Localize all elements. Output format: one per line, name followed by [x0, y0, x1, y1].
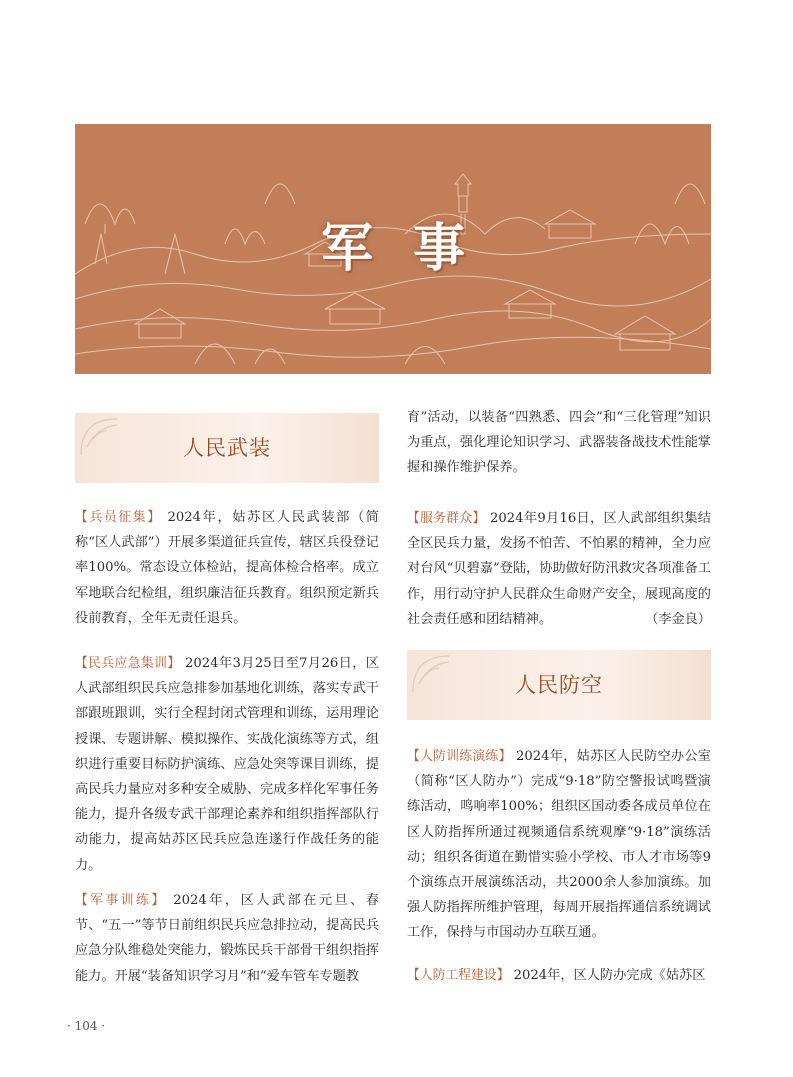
- paragraph-text: 2024年，区人防办完成《姑苏区: [509, 968, 706, 983]
- paragraph-text: 育”活动，以装备“四熟悉、四会”和“三化管理”知识为重点，强化理论知识学习、武器装备战技术性能掌握和操作维护保养。: [407, 410, 711, 476]
- paragraph-militia-training: [75, 651, 379, 878]
- paragraph-text: 2024年，姑苏区人民武装部（简称“区人武部”）开展多渠道征兵宣传，辖区兵役登记率100%。常态设立体检站，提高体检合格率。成立军地联合纪检组，组织廉洁征兵教育。组织预定新兵役前教育，全年无责任退兵。: [75, 510, 379, 626]
- subheading-tag: 【服务群众】: [407, 511, 486, 526]
- paragraph-serving-masses: [407, 506, 711, 632]
- paragraph-text: 2024年9月16日，区人武部组织集结全区民兵力量，发扬不怕苦、不怕累的精神，全力应对台风“贝碧嘉”登陆，协助做好防汛救灾各项准备工作，用行动守护人民群众生命财产安全，展现高度的社会责任感和团结精神。: [407, 511, 711, 627]
- paragraph-air-defense-construction: [407, 963, 711, 988]
- paragraph-text: 2024年3月25日至7月26日，区人武部组织民兵应急排参加基地化训练，落实专武干部跟班跟训，实行全程封闭式管理和训练，运用理论授课、专题讲解、模拟操作、实战化演练等方式，组织进行重要目标防护演练、应急处突等课目训练，提高民兵力量应对多种安全威胁、完成多样化军事任务能力，提升各级专武干部理论素养和组织指挥部队行动能力，提高姑苏区民兵应急连遂行作战任务的能力。: [75, 656, 379, 873]
- subheading-tag: 【人防训练演练】: [407, 749, 512, 764]
- page-number: · 104 ·: [67, 1019, 106, 1033]
- subheading-tag: 【军事训练】: [75, 893, 167, 908]
- author-credit: （李金良）: [645, 611, 711, 627]
- chapter-banner: [75, 124, 711, 374]
- paragraph-air-defense-drills: [407, 744, 711, 946]
- section-header-civil-air-defense: [407, 650, 711, 720]
- section-title: 人民防空: [515, 673, 603, 697]
- subheading-tag: 【民兵应急集训】: [75, 656, 181, 671]
- section-header-people-armed: [75, 413, 379, 483]
- subheading-tag: 【兵员征集】: [75, 510, 162, 525]
- chapter-title: 军事: [320, 219, 505, 279]
- paragraph-text: 2024年，姑苏区人民防空办公室（简称“区人防办”）完成“9·18”防空警报试鸣暨演练活动，鸣响率100%；组织区国动委各成员单位在区人防指挥所通过视频通信系统观摩“9·18”演练活动；组织各街道在勤惜实验小学校、市人才市场等9个演练点开展演练活动，共2000余人参加演练。加强人防指挥所维护管理，每周开展指挥通信系统调试工作，保持与市国动办互联互通。: [407, 749, 711, 941]
- subheading-tag: 【人防工程建设】: [407, 968, 510, 983]
- paragraph-military-training: [75, 888, 379, 989]
- paragraph-text: 2024年，区人武部在元旦、春节、“五一”等节日前组织民兵应急排拉动，提高民兵应急分队维稳处突能力，锻炼民兵干部骨干组织指挥能力。开展“装备知识学习月”和“爱车管车专题教: [75, 893, 379, 984]
- paragraph-continued: [407, 405, 711, 481]
- section-title: 人民武装: [183, 436, 271, 460]
- paragraph-recruitment: [75, 505, 379, 631]
